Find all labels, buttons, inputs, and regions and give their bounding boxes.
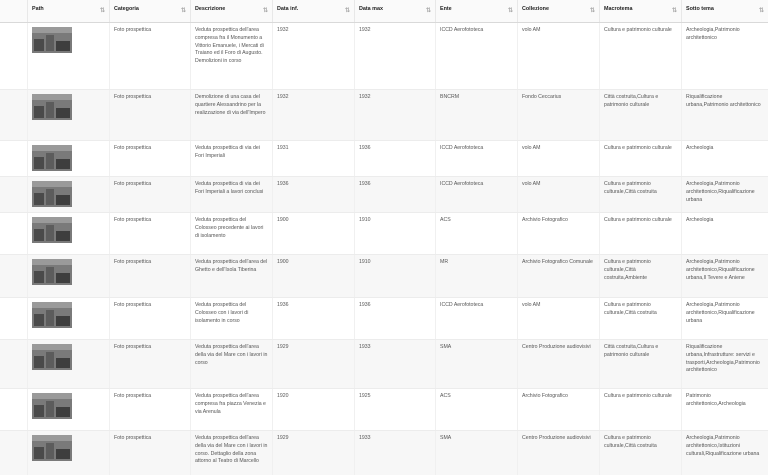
cell-path <box>27 213 109 254</box>
cell-data-inf: 1936 <box>272 298 354 339</box>
cell-data-inf: 1931 <box>272 141 354 176</box>
cell-collezione: Centro Produzione audiovisivi <box>517 431 599 475</box>
cell-select[interactable] <box>0 213 27 254</box>
cell-data-max: 1910 <box>354 255 435 297</box>
cell-descrizione: Veduta prospettica dell'area compresa fra piazza Venezia e via Arenula <box>190 389 272 430</box>
cell-macrotema: Cultura e patrimonio culturale,Città costruita,Ambiente <box>599 255 681 297</box>
cell-path <box>27 141 109 176</box>
cell-categoria: Foto prospettica <box>109 90 190 140</box>
table-body <box>0 23 768 475</box>
header-path[interactable]: Path ⇅ <box>27 0 109 22</box>
cell-select[interactable] <box>0 141 27 176</box>
cell-macrotema: Cultura e patrimonio culturale <box>599 141 681 176</box>
cell-collezione: Archivio Fotografico <box>517 213 599 254</box>
header-macrotema[interactable]: Macrotema ⇅ <box>599 0 681 22</box>
cell-categoria: Foto prospettica <box>109 255 190 297</box>
sort-icon[interactable]: ⇅ <box>344 8 349 14</box>
table-row[interactable] <box>0 340 768 389</box>
header-descrizione[interactable]: Descrizione ⇅ <box>190 0 272 22</box>
cell-select[interactable] <box>0 431 27 475</box>
cell-descrizione: Veduta prospettica del Colosseo precedente ai lavori di isolamento <box>190 213 272 254</box>
sort-icon[interactable]: ⇅ <box>671 8 676 14</box>
cell-categoria: Foto prospettica <box>109 177 190 212</box>
photo-thumbnail[interactable] <box>32 259 72 285</box>
table-row[interactable] <box>0 255 768 298</box>
cell-categoria: Foto prospettica <box>109 213 190 254</box>
cell-sotto-tema: Archeologia,Patrimonio architettonico,Riqualificazione urbana,Il Tevere e Aniene <box>681 255 768 297</box>
header-select[interactable] <box>0 0 27 22</box>
photo-thumbnail[interactable] <box>32 393 72 419</box>
table-row[interactable] <box>0 213 768 255</box>
cell-data-max: 1936 <box>354 298 435 339</box>
cell-data-inf: 1929 <box>272 340 354 388</box>
table-row[interactable] <box>0 141 768 177</box>
cell-ente: SMA <box>435 431 517 475</box>
sort-icon[interactable]: ⇅ <box>180 8 185 14</box>
table-row[interactable] <box>0 90 768 141</box>
cell-categoria: Foto prospettica <box>109 431 190 475</box>
cell-macrotema: Città costruita,Cultura e patrimonio culturale <box>599 90 681 140</box>
cell-descrizione: Veduta prospettica dell'area della via del Mare con i lavori in corso. Dettaglio della zona attorno al Teatro di Marcello <box>190 431 272 475</box>
cell-ente: ACS <box>435 213 517 254</box>
cell-macrotema: Città costruita,Cultura e patrimonio culturale <box>599 340 681 388</box>
cell-path <box>27 90 109 140</box>
cell-path <box>27 255 109 297</box>
cell-categoria: Foto prospettica <box>109 340 190 388</box>
cell-sotto-tema: Archeologia <box>681 141 768 176</box>
cell-data-max: 1932 <box>354 23 435 89</box>
cell-categoria: Foto prospettica <box>109 141 190 176</box>
sort-icon[interactable]: ⇅ <box>425 8 430 14</box>
cell-descrizione: Veduta prospettica di via dei Fori Imperiali a lavori conclusi <box>190 177 272 212</box>
cell-sotto-tema: Archeologia,Patrimonio architettonico <box>681 23 768 89</box>
cell-descrizione: Demolizione di una casa del quartiere Alessandrino per la realizzazione di via dell'Impero <box>190 90 272 140</box>
sort-icon[interactable]: ⇅ <box>99 8 104 14</box>
header-data-inf[interactable]: Data inf. ⇅ <box>272 0 354 22</box>
cell-sotto-tema: Riqualificazione urbana,Infrastrutture: servizi e trasporti,Archeologia,Patrimonio architettonico <box>681 340 768 388</box>
cell-ente: ICCD Aerofototeca <box>435 23 517 89</box>
cell-sotto-tema: Archeologia <box>681 213 768 254</box>
cell-select[interactable] <box>0 23 27 89</box>
cell-ente: BNCRM <box>435 90 517 140</box>
cell-data-inf: 1920 <box>272 389 354 430</box>
photo-thumbnail[interactable] <box>32 27 72 53</box>
sort-icon[interactable]: ⇅ <box>507 8 512 14</box>
cell-collezione: volo AM <box>517 23 599 89</box>
cell-select[interactable] <box>0 90 27 140</box>
cell-sotto-tema: Patrimonio architettonico,Archeologia <box>681 389 768 430</box>
cell-descrizione: Veduta prospettica dell'area compresa fra il Monumento a Vittorio Emanuele, i Mercati di Traiano ed il Foro di Augusto. Demolizioni in corso <box>190 23 272 89</box>
cell-sotto-tema: Riqualificazione urbana,Patrimonio architettonico <box>681 90 768 140</box>
cell-ente: MR <box>435 255 517 297</box>
cell-data-inf: 1929 <box>272 431 354 475</box>
cell-path <box>27 340 109 388</box>
cell-path <box>27 177 109 212</box>
table-row[interactable] <box>0 298 768 340</box>
header-categoria[interactable]: Categoria ⇅ <box>109 0 190 22</box>
header-data-max[interactable]: Data max ⇅ <box>354 0 435 22</box>
cell-descrizione: Veduta prospettica dell'area della via del Mare con i lavori in corso <box>190 340 272 388</box>
table-row[interactable] <box>0 431 768 475</box>
header-ente[interactable]: Ente ⇅ <box>435 0 517 22</box>
cell-path <box>27 431 109 475</box>
cell-data-max: 1925 <box>354 389 435 430</box>
cell-ente: ICCD Aerofototeca <box>435 141 517 176</box>
cell-descrizione: Veduta prospettica di via dei Fori Imperiali <box>190 141 272 176</box>
cell-collezione: Fondo Ceccarius <box>517 90 599 140</box>
cell-data-inf: 1936 <box>272 177 354 212</box>
cell-categoria: Foto prospettica <box>109 389 190 430</box>
cell-collezione: Archivio Fotografico Comunale <box>517 255 599 297</box>
cell-data-inf: 1932 <box>272 23 354 89</box>
cell-descrizione: Veduta prospettica dell'area del Ghetto e dell'Isola Tiberina <box>190 255 272 297</box>
cell-macrotema: Cultura e patrimonio culturale,Città costruita <box>599 177 681 212</box>
cell-data-max: 1910 <box>354 213 435 254</box>
cell-path <box>27 298 109 339</box>
cell-macrotema: Cultura e patrimonio culturale,Città costruita <box>599 431 681 475</box>
cell-select[interactable] <box>0 177 27 212</box>
cell-macrotema: Cultura e patrimonio culturale <box>599 389 681 430</box>
photo-thumbnail[interactable] <box>32 302 72 328</box>
table-header <box>0 0 768 23</box>
cell-categoria: Foto prospettica <box>109 298 190 339</box>
cell-ente: ACS <box>435 389 517 430</box>
cell-collezione: Centro Produzione audiovisivi <box>517 340 599 388</box>
cell-collezione: volo AM <box>517 141 599 176</box>
cell-ente: ICCD Aerofototeca <box>435 298 517 339</box>
cell-sotto-tema: Archeologia,Patrimonio architettonico,Riqualificazione urbana <box>681 298 768 339</box>
cell-path <box>27 23 109 89</box>
table-row[interactable] <box>0 177 768 213</box>
table-row[interactable] <box>0 23 768 90</box>
header-sotto-tema[interactable]: Sotto tema ⇅ <box>681 0 768 22</box>
cell-data-max: 1936 <box>354 141 435 176</box>
cell-data-max: 1932 <box>354 90 435 140</box>
photo-thumbnail[interactable] <box>32 344 72 370</box>
cell-data-max: 1933 <box>354 431 435 475</box>
cell-select[interactable] <box>0 255 27 297</box>
cell-sotto-tema: Archeologia,Patrimonio architettonico,Istituzioni culturali,Riqualificazione urbana <box>681 431 768 475</box>
cell-data-inf: 1932 <box>272 90 354 140</box>
sort-icon[interactable]: ⇅ <box>262 8 267 14</box>
cell-ente: SMA <box>435 340 517 388</box>
cell-ente: ICCD Aerofototeca <box>435 177 517 212</box>
cell-sotto-tema: Archeologia,Patrimonio architettonico,Riqualificazione urbana <box>681 177 768 212</box>
cell-macrotema: Cultura e patrimonio culturale <box>599 23 681 89</box>
cell-collezione: volo AM <box>517 298 599 339</box>
cell-data-max: 1933 <box>354 340 435 388</box>
cell-data-inf: 1900 <box>272 213 354 254</box>
cell-data-max: 1936 <box>354 177 435 212</box>
photo-thumbnail[interactable] <box>32 435 72 461</box>
header-collezione[interactable]: Collezione ⇅ <box>517 0 599 22</box>
cell-select[interactable] <box>0 340 27 388</box>
cell-macrotema: Cultura e patrimonio culturale,Città costruita <box>599 298 681 339</box>
cell-select[interactable] <box>0 389 27 430</box>
cell-select[interactable] <box>0 298 27 339</box>
photo-thumbnail[interactable] <box>32 181 72 207</box>
cell-path <box>27 389 109 430</box>
cell-descrizione: Veduta prospettica del Colosseo con i lavori di isolamento in corso <box>190 298 272 339</box>
cell-categoria: Foto prospettica <box>109 23 190 89</box>
photo-thumbnail[interactable] <box>32 217 72 243</box>
cell-data-inf: 1900 <box>272 255 354 297</box>
table-row[interactable] <box>0 389 768 431</box>
sort-icon[interactable]: ⇅ <box>758 8 763 14</box>
photo-thumbnail[interactable] <box>32 145 72 171</box>
sort-icon[interactable]: ⇅ <box>589 8 594 14</box>
photo-thumbnail[interactable] <box>32 94 72 120</box>
cell-collezione: Archivio Fotografico <box>517 389 599 430</box>
cell-collezione: volo AM <box>517 177 599 212</box>
cell-macrotema: Cultura e patrimonio culturale <box>599 213 681 254</box>
